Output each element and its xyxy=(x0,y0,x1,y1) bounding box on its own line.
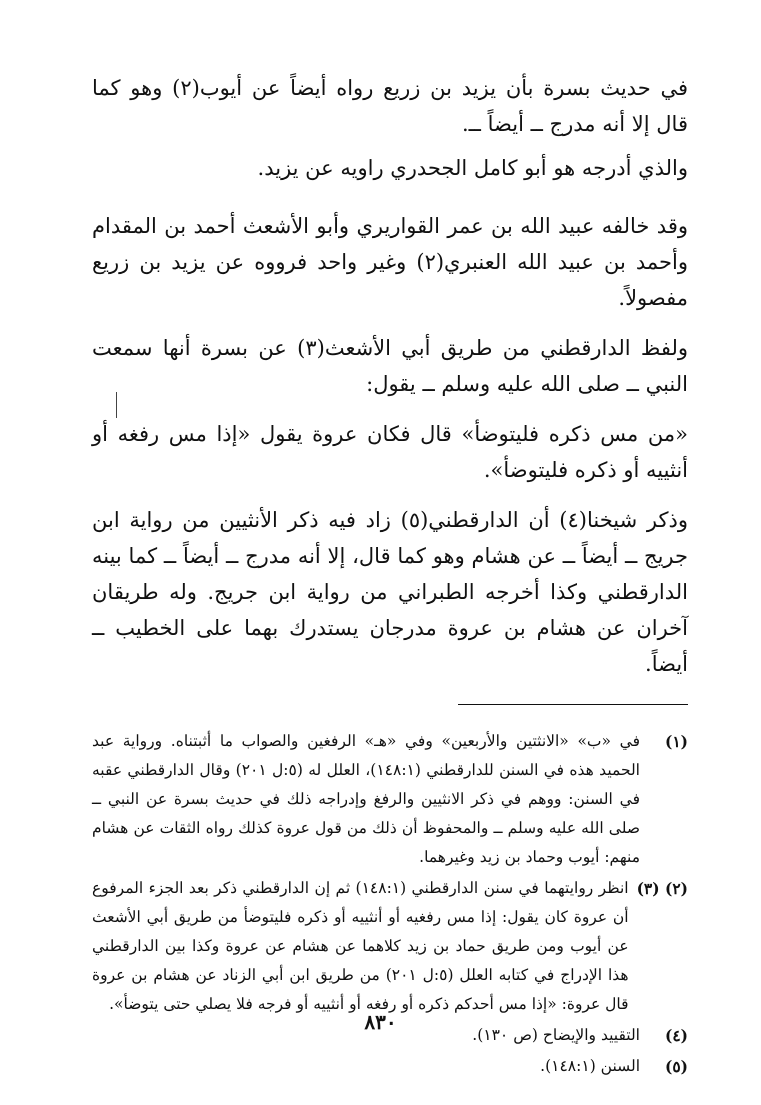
quoted-hadith: «من مس ذكره فليتوضأ» قال فكان عروة يقول «إذا مس رفغه أو أنثييه أو ذكره فليتوضأ». xyxy=(92,422,688,482)
paragraph: وقد خالفه عبيد الله بن عمر القواريري وأبو الأشعث أحمد بن المقدام وأحمد بن عبيد الله العنبري(٢) وغير واحد فرووه عن يزيد بن زريع مفصولاً. xyxy=(92,214,688,310)
footnote-number: (١) xyxy=(664,732,688,751)
footnote xyxy=(92,874,688,1019)
footnote-number: (٥) xyxy=(664,1057,688,1076)
paragraph: في حديث بسرة بأن يزيد بن زريع رواه أيضاً عن أيوب(٢) وهو كما قال إلا أنه مدرج ــ أيضاً ــ. xyxy=(92,76,688,136)
page-number: ٨٣٠ xyxy=(364,1010,397,1034)
footnote xyxy=(92,1052,688,1081)
paragraph: ولفظ الدارقطني من طريق أبي الأشعث(٣) عن بسرة أنها سمعت النبي ــ صلى الله عليه وسلم ــ يقول: xyxy=(92,336,688,396)
footnote-separator xyxy=(458,704,688,705)
footnote-number: (٢) (٣) xyxy=(636,879,688,898)
page-body xyxy=(92,70,688,1083)
footnote-number: (٤) xyxy=(664,1026,688,1045)
footnote xyxy=(92,727,688,872)
paragraph: وذكر شيخنا(٤) أن الدارقطني(٥) زاد فيه ذكر الأنثيين من رواية ابن جريج ــ أيضاً ــ عن هشام وهو كما قال، إلا أنه مدرج ــ أيضاً ــ كما بينه الدارقطني وكذا أخرجه الطبراني من رواية ابن جريج. وله طريقان آخران عن هشام بن عروة مدرجان يستدرك بهما على الخطيب ــ أيضاً. xyxy=(92,508,688,676)
paragraph: والذي أدرجه هو أبو كامل الجحدري راويه عن يزيد. xyxy=(257,156,688,180)
footnote-text: التقييد والإيضاح (ص ١٣٠). xyxy=(472,1026,640,1044)
footnote-text: في «ب» «الانثتين والأربعين» وفي «هـ» الرفغين والصواب ما أثبتناه. ورواية عبد الحميد هذه في السنن للدارقطني (١٤٨:١)، العلل له (٥:ل ٢٠١) وقال الدارقطني عقبه في السنن: ووهم في ذكر الانثيين والرفغ وإدراجه ذلك في حديث بسرة عن النبي ــ صلى الله عليه وسلم ــ والمحفوظ أن ذلك من قول عروة كذلك رواه الثقات عن هشام منهم: أيوب وحماد بن زيد وغيرهما. xyxy=(92,732,640,866)
margin-mark xyxy=(116,392,117,418)
footnote-text: السنن (١٤٨:١). xyxy=(540,1057,640,1075)
footnote-text: انظر روايتهما في سنن الدارقطني (١٤٨:١) ثم إن الدارقطني ذكر بعد الجزء المرفوع أن عروة كان يقول: إذا مس رفغيه أو أنثييه أو ذكره فليتوضأ من طريق أبي الأشعث عن أيوب ومن طريق حماد بن زيد كلاهما عن هشام عن عروة وكذا بين الدارقطني هذا الإدراج في كتابه العلل (٥:ل ٢٠١) من طريق ابن أبي الزناد عن هشام بن عروة قال عروة: «إذا مس أحدكم ذكره أو رفغه أو أنثييه أو فرجه فلا يصلي حتى يتوضأ». xyxy=(92,879,629,1013)
